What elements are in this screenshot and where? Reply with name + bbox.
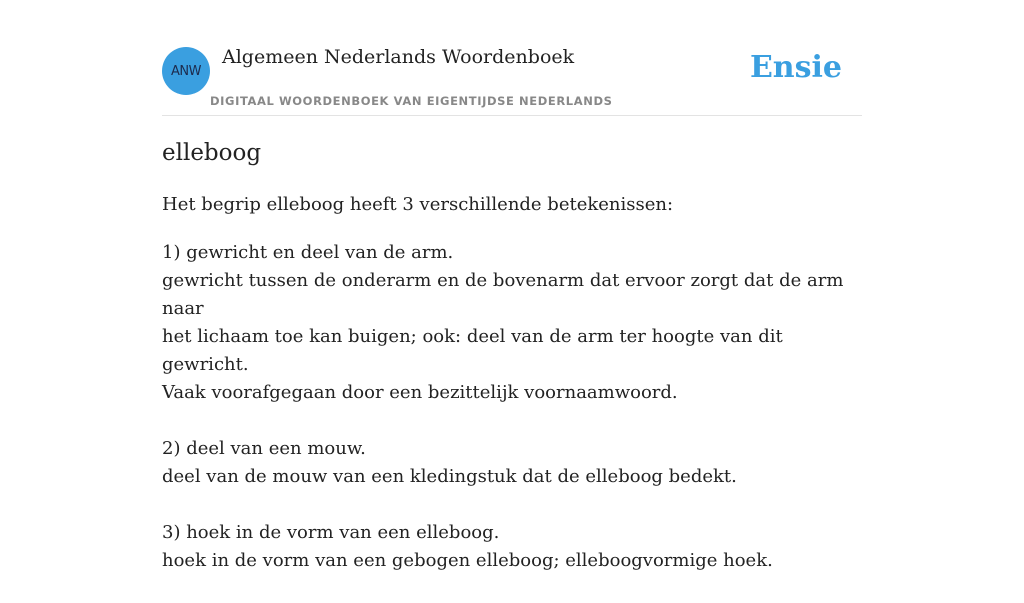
meaning-definition-line: hoek in de vorm van een gebogen elleboog; elleboogvormige hoek. xyxy=(162,550,773,571)
meaning-title: 3) hoek in de vorm van een elleboog. xyxy=(162,522,500,543)
meaning-item xyxy=(162,519,862,575)
meaning-title: 2) deel van een mouw. xyxy=(162,438,366,459)
meaning-item xyxy=(162,239,862,407)
anw-logo[interactable]: ANW xyxy=(162,47,210,95)
meaning-definition-line: deel van de mouw van een kledingstuk dat de elleboog bedekt. xyxy=(162,466,737,487)
headword: elleboog xyxy=(162,140,262,166)
site-title: Algemeen Nederlands Woordenboek xyxy=(222,46,575,68)
meaning-definition-line: het lichaam toe kan buigen; ook: deel van de arm ter hoogte van dit gewricht. xyxy=(162,326,783,375)
meaning-definition-line: Vaak voorafgegaan door een bezittelijk voornaamwoord. xyxy=(162,382,678,403)
meaning-definition-line: gewricht tussen de onderarm en de bovenarm dat ervoor zorgt dat de arm naar xyxy=(162,270,844,319)
meaning-item xyxy=(162,435,862,491)
content-container xyxy=(162,0,862,571)
site-subtitle: DIGITAAL WOORDENBOEK VAN EIGENTIJDSE NEDERLANDS xyxy=(210,94,613,108)
ensie-brand-link[interactable]: Ensie xyxy=(749,50,842,85)
meanings-list xyxy=(162,239,862,603)
intro-text: Het begrip elleboog heeft 3 verschillende betekenissen: xyxy=(162,194,674,215)
meaning-title: 1) gewricht en deel van de arm. xyxy=(162,242,454,263)
header xyxy=(162,0,862,116)
